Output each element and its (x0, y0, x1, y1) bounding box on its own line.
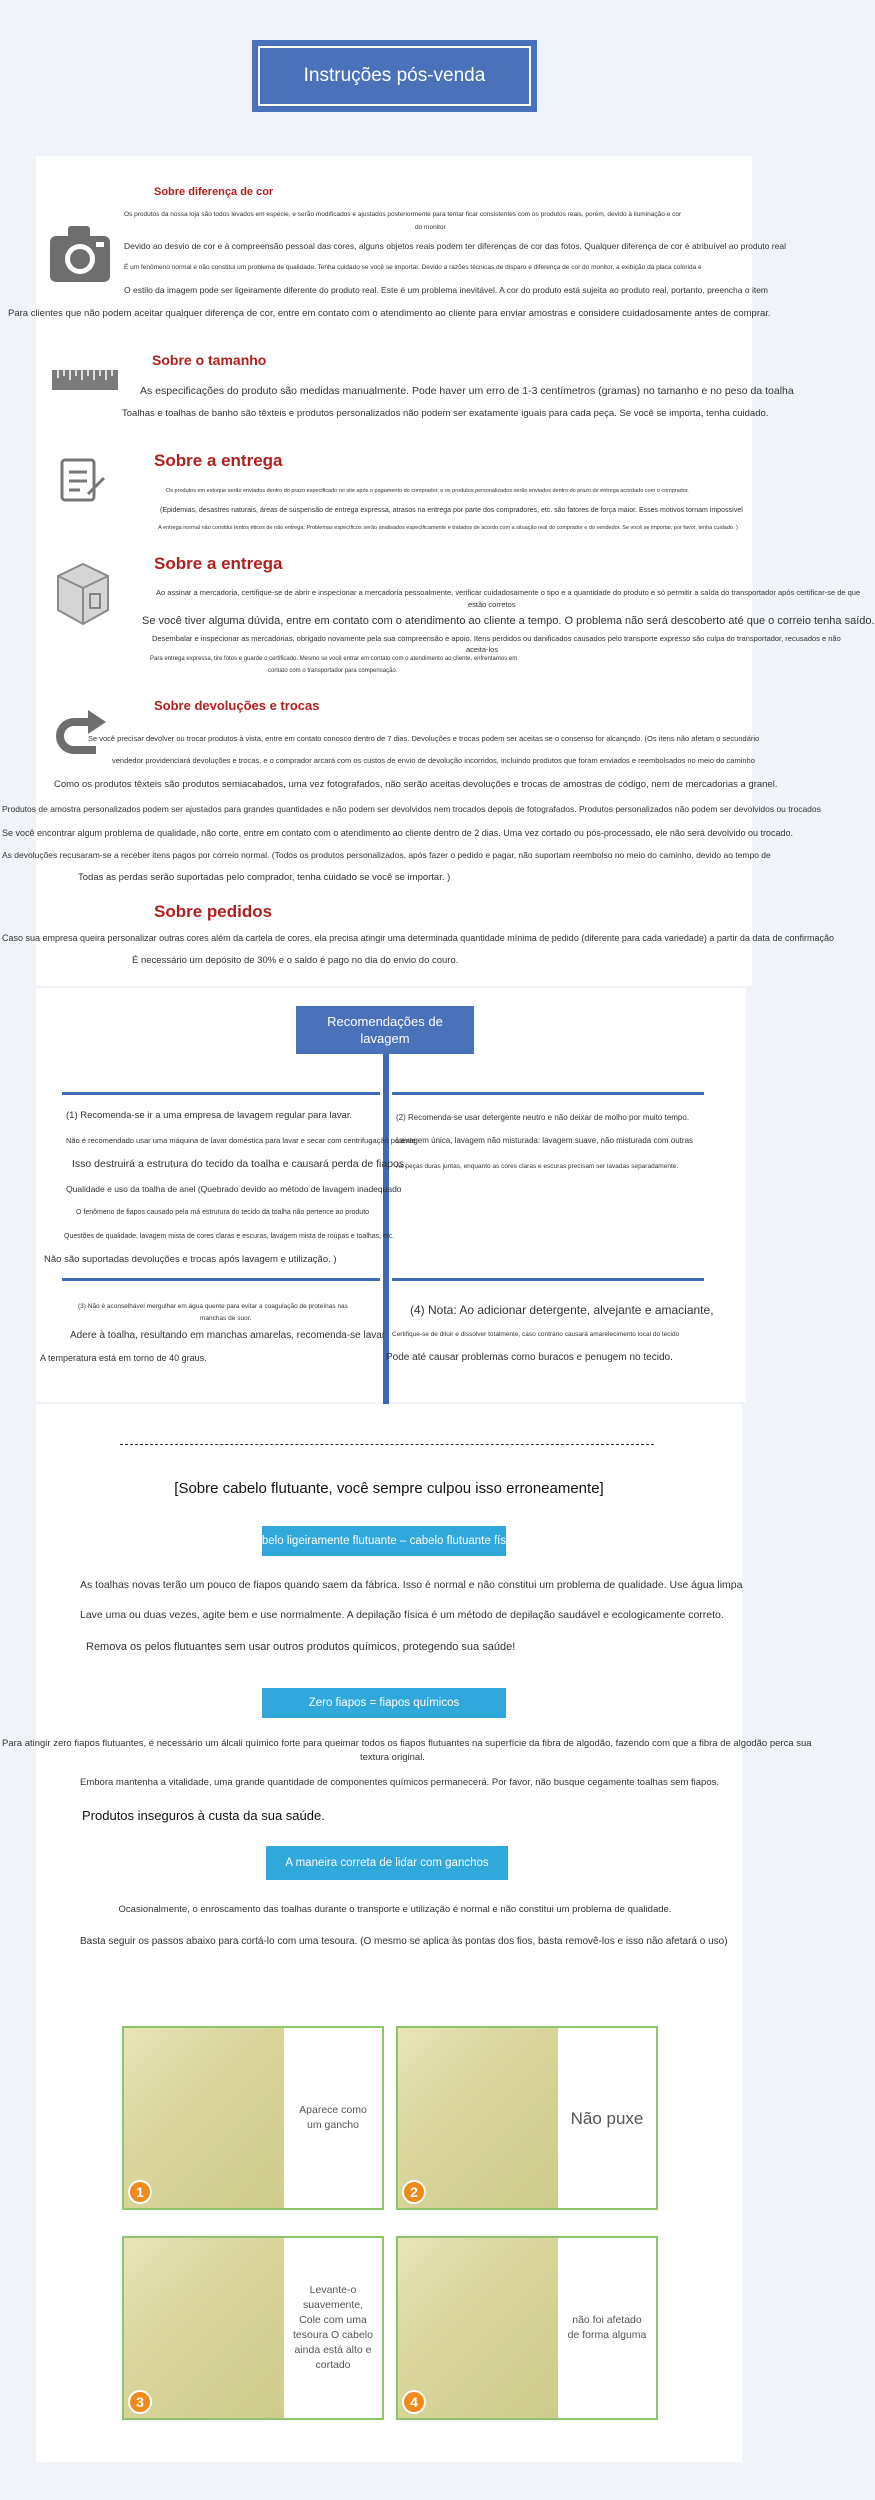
wash-left-top-6: Questões de qualidade, lavagem mista de cores claras e escuras, lavagem mista de roupas e toalhas, etc. (64, 1233, 395, 1240)
lint-heading: [Sobre cabelo flutuante, você sempre culpou isso erroneamente] (174, 1480, 604, 1497)
wash-right-bottom-2: Certifique-se de diluir e dissolver totalmente, caso contrário causará amarelecimento local do tecido (392, 1331, 680, 1338)
wash-left-top-2: Não é recomendado usar uma máquina de lavar doméstica para lavar e secar com centrifugação potente (66, 1136, 416, 1145)
lint-tag-3: A maneira correta de lidar com ganchos (266, 1846, 508, 1880)
towel-photo (398, 2028, 558, 2208)
color-line-2: do monitor (415, 224, 446, 231)
delivery1-line-3: A entrega normal não constitui tentos éticos de não entrega. Problemas específicos serão analisados especificamente e tratados de acordo com a situação real do comprador e do vendedor. Se você se importar, por favor, tenha cuidado. ) (158, 525, 738, 531)
washing-divider-top-right (392, 1092, 704, 1095)
step-card-3 (122, 2236, 384, 2420)
wash-left-bottom-4: A temperatura está em torno de 40 graus. (40, 1353, 207, 1363)
lint-p2-line-1: Para atingir zero fiapos flutuantes, é necessário um álcali químico forte para queimar todos os fiapos flutuantes na superfície da fibra de algodão, fazendo com que a fibra de algodão perca sua (2, 1738, 812, 1749)
wash-right-bottom-3: Pode até causar problemas como buracos e penugem no tecido. (386, 1352, 673, 1363)
wash-left-top-3: Isso destruirá a estrutura do tecido da toalha e causará perda de fiapos. (72, 1158, 408, 1170)
lint-p1-line-3: Remova os pelos flutuantes sem usar outros produtos químicos, protegendo sua saúde! (86, 1641, 516, 1653)
color-line-1: Os produtos da nossa loja são todos levados em espécie, e serão modificados e ajustados posteriormente para tentar ficar consistentes com os produtos reais, porém, devido à iluminação e cor (124, 211, 682, 218)
delivery1-heading: Sobre a entrega (154, 451, 283, 470)
wash-left-bottom-2: manchas de suor. (200, 1315, 252, 1322)
wash-left-top-1: (1) Recomenda-se ir a uma empresa de lavagem regular para lavar. (66, 1110, 353, 1121)
color-line-5: O estilo da imagem pode ser ligeiramente diferente do produto real. Este é um problema inevitável. A cor do produto está sujeita ao produto real, portanto, preencha o item (124, 285, 769, 295)
delivery2-line-4: Desembalar e inspecionar as mercadorias, obrigado novamente pela sua compreensão e apoio. Itens perdidos ou danificados causados pelo transporte expresso são culpa do transportador, recusados e não (152, 634, 841, 643)
delivery2-line-6: Para entrega expressa, tire fotos e guarde o certificado. Mesmo se você entrar em contato com o atendimento ao cliente, enfrentamos em (150, 656, 518, 662)
returns-line-5: Se você encontrar algum problema de qualidade, não corte, entre em contato com o atendimento ao cliente dentro de 2 dias. Uma vez cortado ou pós-processado, ele não será devolvido ou trocado. (2, 828, 793, 838)
washing-title (296, 1006, 474, 1054)
washing-title-line-2: lavagem (360, 1031, 410, 1046)
lint-p1-line-2: Lave uma ou duas vezes, agite bem e use normalmente. A depilação física é um método de depilação saudável e ecologicamente correto. (80, 1609, 724, 1621)
size-line-1: As especificações do produto são medidas manualmente. Pode haver um erro de 1-3 centímetros (gramas) no tamanho e no peso da toalha (140, 385, 794, 397)
camera-icon (48, 222, 112, 289)
step-badge-3: 3 (128, 2390, 152, 2414)
step-caption-1: Aparece como um gancho (299, 2104, 367, 2131)
wash-left-bottom-1: (3) Não é aconselhável mergulhar em água quente para evitar a coagulação de proteínas nas (78, 1303, 348, 1310)
size-heading: Sobre o tamanho (152, 352, 267, 368)
lint-p1-line-1: As toalhas novas terão um pouco de fiapos quando saem da fábrica. Isso é normal e não constitui um problema de qualidade. Use água limpa (80, 1579, 743, 1591)
step-badge-1: 1 (128, 2180, 152, 2204)
returns-line-6: As devoluções recusaram-se a receber itens pagos por correio normal. (Todos os produtos personalizados, após fazer o pedido e pagar, não suportam reembolso no meio do caminho, devido ao tempo de (2, 850, 771, 860)
lint-p2-line-4: Produtos inseguros à custa da sua saúde. (82, 1808, 325, 1823)
delivery2-line-2: estão corretos (468, 600, 516, 609)
box-icon (54, 560, 112, 633)
returns-line-2: vendedor providenciará devoluções e trocas, e o comprador arcará com os custos de envio de devolução incorridos, incluindo produtos que foram enviados e reembolsados no meio do caminho (112, 756, 755, 765)
delivery2-line-1: Ao assinar a mercadoria, certifique-se de abrir e inspecionar a mercadoria pessoalmente, verificar cuidadosamente o tipo e a quantidade do produto e só permitir a saída do transportador após certificar-se de que (156, 588, 861, 597)
lint-tag-1: Cabelo ligeiramente flutuante – cabelo flutuante físico (262, 1526, 506, 1556)
orders-line-1: Caso sua empresa queira personalizar outras cores além da cartela de cores, ela precisa atingir uma determinada quantidade mínima de pedido (diferente para cada variedade) a partir da data de confirmação (2, 933, 834, 943)
towel-photo (124, 2028, 284, 2208)
washing-title-line-1: Recomendações de (327, 1014, 443, 1029)
wash-right-bottom-1: (4) Nota: Ao adicionar detergente, alvejante e amaciante, (410, 1303, 714, 1317)
lint-p3-line-1: Ocasionalmente, o enroscamento das toalhas durante o transporte e utilização é normal e não constitui um problema de qualidade. (118, 1904, 672, 1915)
towel-photo (398, 2238, 558, 2418)
step-caption-3: Levante-o suavemente, Cole com uma tesoura O cabelo ainda está alto e cortado (293, 2284, 373, 2371)
color-line-4: É um fenômeno normal e não constitui um problema de qualidade. Tenha cuidado se você se importar. Devido a razões técnicas de disparo e diferença de cor do monitor, a exibição da placa colorida e (124, 264, 702, 271)
step-caption-2: Não puxe (570, 2108, 644, 2128)
towel-photo (124, 2238, 284, 2418)
returns-line-7: Todas as perdas serão suportadas pelo comprador, tenha cuidado se você se importar. ) (78, 872, 451, 883)
orders-heading: Sobre pedidos (154, 902, 273, 921)
wash-left-top-7: Não são suportadas devoluções e trocas após lavagem e utilização. ) (44, 1254, 337, 1265)
delivery2-heading: Sobre a entrega (154, 554, 283, 573)
checklist-icon (58, 454, 106, 511)
washing-divider-top-left (62, 1092, 380, 1095)
step-caption-4: não foi afetado de forma alguma (567, 2314, 647, 2341)
color-line-3: Devido ao desvio de cor e à compreensão pessoal das cores, alguns objetos reais podem ter diferenças de cor das fotos. Qualquer diferença de cor é atribuível ao produto real (124, 241, 786, 251)
size-line-2: Toalhas e toalhas de banho são têxteis e produtos personalizados não podem ser exatamente iguais para cada peça. Se você se importa, tenha cuidado. (122, 408, 769, 419)
wash-right-top-2: Lavagem única, lavagem não misturada: lavagem suave, não misturada com outras (396, 1136, 694, 1145)
wash-right-top-1: (2) Recomenda-se usar detergente neutro e não deixar de molho por muito tempo. (396, 1113, 690, 1122)
returns-line-4: Produtos de amostra personalizados podem ser ajustados para grandes quantidades e não podem ser devolvidos nem trocados depois de fotografados. Produtos personalizados não podem ser devolvidos ou trocados (2, 804, 821, 814)
color-heading: Sobre diferença de cor (154, 186, 274, 198)
orders-line-2: É necessário um depósito de 30% e o saldo é pago no dia do envio do couro. (132, 955, 459, 966)
delivery1-line-1: Os produtos em estoque serão enviados dentro do prazo especificado no site após o pagamento do comprador, e os produtos personalizados serão enviados dentro do prazo de entrega acordado com o comprador. (166, 488, 689, 494)
step-badge-4: 4 (402, 2390, 426, 2414)
washing-divider-mid-right (392, 1278, 704, 1281)
returns-line-3: Como os produtos têxteis são produtos semiacabados, uma vez fotografados, não serão aceitas devoluções e trocas de amostras de código, nem de mercadorias a granel. (54, 779, 778, 790)
delivery1-line-2: (Epidemias, desastres naturais, áreas de suspensão de entrega expressa, atrasos na entrega por parte dos compradores, etc. são fatores de força maior. Esses motivos tornam impossível (160, 507, 743, 514)
returns-line-1: Se você precisar devolver ou trocar produtos à vista, entre em contato conosco dentro de 7 dias. Devoluções e trocas podem ser aceitas se o consenso for alcançado. (Os itens não afetam o secundário (88, 734, 760, 743)
delivery2-line-7: contato com o transportador para compensação. (268, 668, 398, 674)
lint-p2-line-3: Embora mantenha a vitalidade, uma grande quantidade de componentes químicos permanecerá. Por favor, não busque cegamente toalhas sem fiapos. (80, 1777, 720, 1788)
lint-tag-2: Zero fiapos = fiapos químicos (262, 1688, 506, 1718)
delivery2-line-5: aceita-los (466, 645, 499, 654)
lint-p2-line-2: textura original. (360, 1752, 425, 1763)
washing-divider-mid-left (62, 1278, 380, 1281)
step-card-1 (122, 2026, 384, 2210)
wash-left-top-4: Qualidade e uso da toalha de anel (Quebrado devido ao método de lavagem inadequado (66, 1184, 402, 1194)
step-badge-2: 2 (402, 2180, 426, 2204)
lint-dashed-divider (120, 1444, 654, 1445)
wash-left-bottom-3: Adere à toalha, resultando em manchas amarelas, recomenda-se lavar (70, 1330, 386, 1341)
policy-panel (36, 156, 752, 986)
lint-p3-line-2: Basta seguir os passos abaixo para cortá-lo com uma tesoura. (O mesmo se aplica às pontas dos fios, basta removê-los e isso não afetará o uso) (80, 1936, 728, 1947)
wash-left-top-5: O fenômeno de fiapos causado pela má estrutura do tecido da toalha não pertence ao produto (76, 1209, 370, 1216)
color-line-6: Para clientes que não podem aceitar qualquer diferença de cor, entre em contato com o atendimento ao cliente para enviar amostras e considere cuidadosamente antes de comprar. (8, 308, 771, 319)
step-card-4 (396, 2236, 658, 2420)
ruler-icon (52, 368, 118, 399)
returns-heading: Sobre devoluções e trocas (154, 698, 320, 713)
delivery2-line-3: Se você tiver alguma dúvida, entre em contato com o atendimento ao cliente a tempo. O problema não será descoberto até que o correio tenha saído. (142, 615, 875, 627)
wash-right-top-3: As peças duras juntas, enquanto as cores claras e escuras precisam ser lavadas separadamente. (396, 1163, 679, 1170)
step-card-2 (396, 2026, 658, 2210)
page-title-box (252, 40, 537, 112)
page-title: Instruções pós-venda (258, 46, 531, 106)
